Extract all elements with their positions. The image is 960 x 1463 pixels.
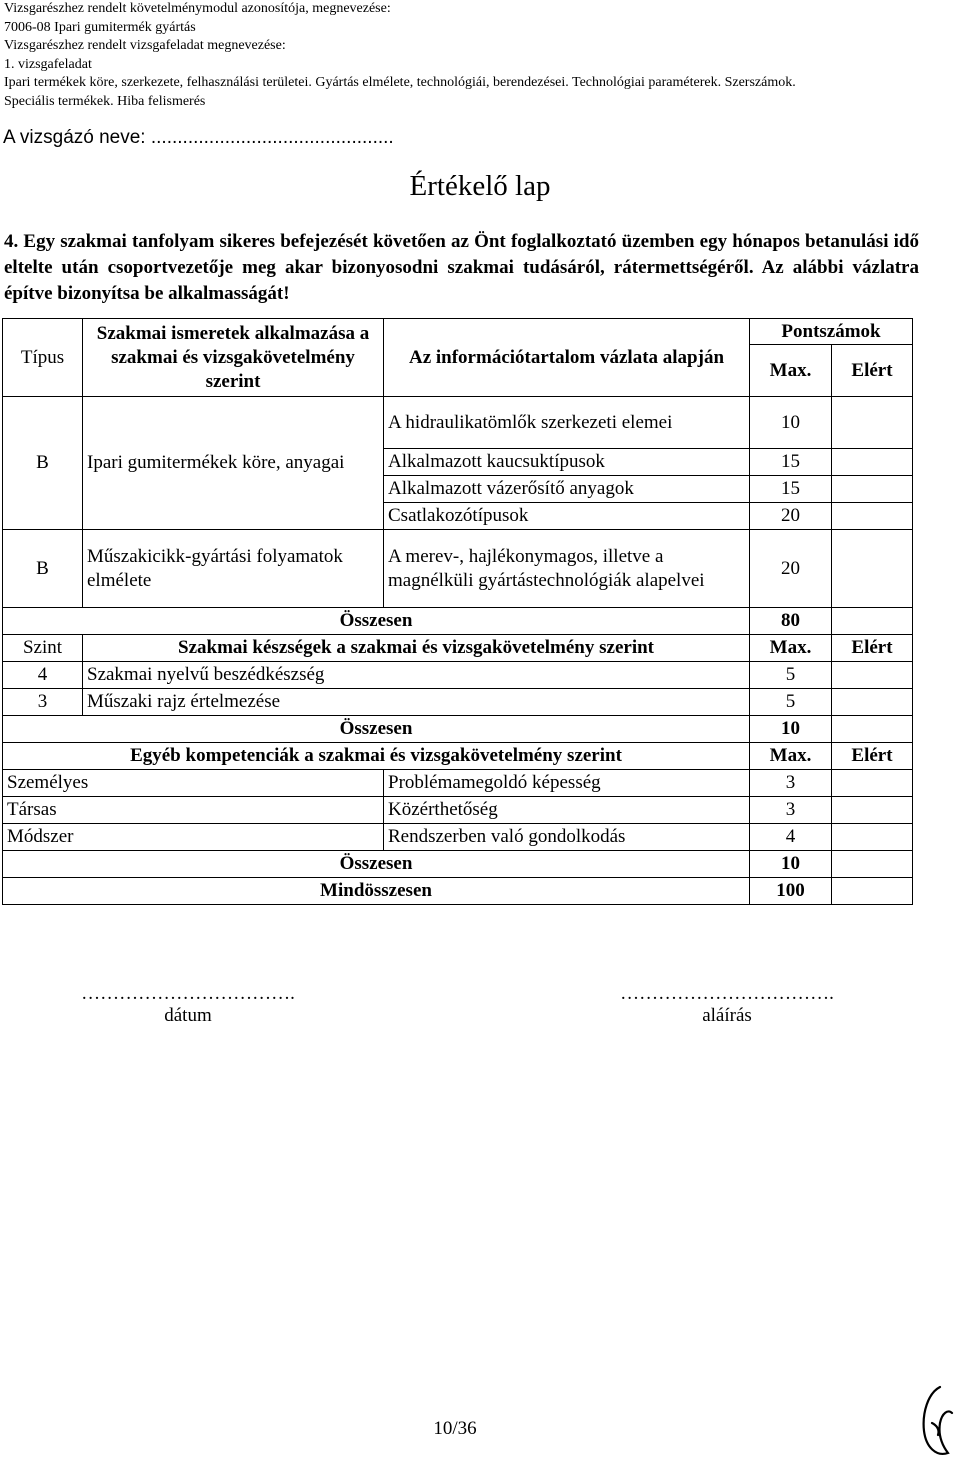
task-description: 4. Egy szakmai tanfolyam sikeres befejezését követően az Önt foglalkoztató üzemben egy hónapos betanulási idő eltelte után csoportvezetője meg akar bizonyosodni szakmai tudásáról, rátermettségéről. Az alábbi vázlatra építve bizonyítsa be alkalmasságát! <box>4 231 919 304</box>
total1-label: Összesen <box>3 608 750 635</box>
total1-elert <box>832 608 913 635</box>
header-info: Az információtartalom vázlata alapján <box>384 319 750 397</box>
signature-block <box>597 983 857 1027</box>
page-title: Értékelő lap <box>409 170 551 202</box>
skills-level: 4 <box>3 662 83 689</box>
examinee-name-line: A vizsgázó neve: .............................................. <box>3 127 394 148</box>
skills-head-elert: Elért <box>832 635 913 662</box>
table-row <box>3 530 913 608</box>
group1-item-elert <box>832 476 913 503</box>
other-elert <box>832 824 913 851</box>
skills-total-value: 10 <box>750 716 832 743</box>
group1-item-max: 15 <box>750 449 832 476</box>
header-points: Pontszámok <box>750 319 913 345</box>
other-category: Társas <box>3 797 384 824</box>
other-head-title: Egyéb kompetenciák a szakmai és vizsgakövetelmény szerint <box>3 743 750 770</box>
group2-item-max: 20 <box>750 530 832 608</box>
signature-label: aláírás <box>702 1005 752 1026</box>
header-elert: Elért <box>832 345 913 397</box>
header-line-task-label: Vizsgarészhez rendelt vizsgafeladat megnevezése: <box>4 38 286 53</box>
skills-level: 3 <box>3 689 83 716</box>
grand-total-row <box>3 878 913 905</box>
other-text: Rendszerben való gondolkodás <box>384 824 750 851</box>
date-label: dátum <box>164 1005 212 1026</box>
header-line-task: 1. vizsgafeladat <box>4 56 92 72</box>
other-max: 3 <box>750 797 832 824</box>
skills-header-row <box>3 635 913 662</box>
skills-total-label: Összesen <box>3 716 750 743</box>
skills-max: 5 <box>750 689 832 716</box>
other-total-elert <box>832 851 913 878</box>
table-row <box>3 397 913 449</box>
group2-item-text: A merev-, hajlékonymagos, illetve a magnélküli gyártástechnológiák alapelvei <box>384 530 750 608</box>
header-line-topics-cont: Speciális termékek. Hiba felismerés <box>4 93 206 109</box>
skills-text: Műszaki rajz értelmezése <box>83 689 750 716</box>
other-text: Problémamegoldó képesség <box>384 770 750 797</box>
group1-topic: Ipari gumitermékek köre, anyagai <box>83 397 384 530</box>
header-line-topics: Ipari termékek köre, szerkezete, felhasználási területei. Gyártás elmélete, technológiái, berendezései. Technológiai paraméterek. Szerszámok. <box>4 75 796 90</box>
skills-head-title: Szakmai készségek a szakmai és vizsgakövetelmény szerint <box>83 635 750 662</box>
total-row <box>3 608 913 635</box>
group1-item-max: 10 <box>750 397 832 449</box>
group2-topic: Műszakicikk-gyártási folyamatok elmélete <box>83 530 384 608</box>
page-number: 10/36 <box>433 1418 477 1439</box>
skills-head-max: Max. <box>750 635 832 662</box>
header-max: Max. <box>750 345 832 397</box>
skills-head-level: Szint <box>3 635 83 662</box>
other-header-row <box>3 743 913 770</box>
skills-max: 5 <box>750 662 832 689</box>
grand-total-value: 100 <box>750 878 832 905</box>
header-line-module-label: Vizsgarészhez rendelt követelménymodul azonosítója, megnevezése: <box>4 1 391 16</box>
table-row <box>3 797 913 824</box>
skills-text: Szakmai nyelvű beszédkészség <box>83 662 750 689</box>
group1-item-elert <box>832 449 913 476</box>
group1-item-elert <box>832 397 913 449</box>
other-head-elert: Elért <box>832 743 913 770</box>
other-total-value: 10 <box>750 851 832 878</box>
group2-item-elert <box>832 530 913 608</box>
table-row <box>3 770 913 797</box>
total-row <box>3 851 913 878</box>
other-category: Módszer <box>3 824 384 851</box>
other-category: Személyes <box>3 770 384 797</box>
other-head-max: Max. <box>750 743 832 770</box>
total-row <box>3 716 913 743</box>
header-line-module: 7006-08 Ipari gumitermék gyártás <box>4 19 196 35</box>
other-max: 3 <box>750 770 832 797</box>
group1-item-text: Alkalmazott vázerősítő anyagok <box>384 476 750 503</box>
other-total-label: Összesen <box>3 851 750 878</box>
group1-item-text: Alkalmazott kaucsuktípusok <box>384 449 750 476</box>
other-elert <box>832 770 913 797</box>
header-tipus: Típus <box>3 319 83 397</box>
grand-total-label: Mindösszesen <box>3 878 750 905</box>
other-text: Közérthetőség <box>384 797 750 824</box>
date-signature-block <box>58 983 318 1027</box>
table-header-row <box>3 319 913 345</box>
group1-item-elert <box>832 503 913 530</box>
other-elert <box>832 797 913 824</box>
document-header <box>4 0 796 111</box>
date-dots: ……………………………. <box>81 983 295 1004</box>
table-row <box>3 662 913 689</box>
group1-item-max: 15 <box>750 476 832 503</box>
other-max: 4 <box>750 824 832 851</box>
group1-item-text: Csatlakozótípusok <box>384 503 750 530</box>
grand-total-elert <box>832 878 913 905</box>
group1-type: B <box>3 397 83 530</box>
table-row <box>3 824 913 851</box>
group2-type: B <box>3 530 83 608</box>
table-row <box>3 689 913 716</box>
skills-elert <box>832 689 913 716</box>
total1-value: 80 <box>750 608 832 635</box>
group1-item-max: 20 <box>750 503 832 530</box>
skills-elert <box>832 662 913 689</box>
initials-signature-icon <box>918 1383 958 1463</box>
signature-dots: ……………………………. <box>620 983 834 1004</box>
evaluation-table <box>2 318 913 905</box>
skills-total-elert <box>832 716 913 743</box>
group1-item-text: A hidraulikatömlők szerkezeti elemei <box>384 397 750 449</box>
header-knowledge: Szakmai ismeretek alkalmazása a szakmai és vizsgakövetelmény szerint <box>83 319 384 397</box>
